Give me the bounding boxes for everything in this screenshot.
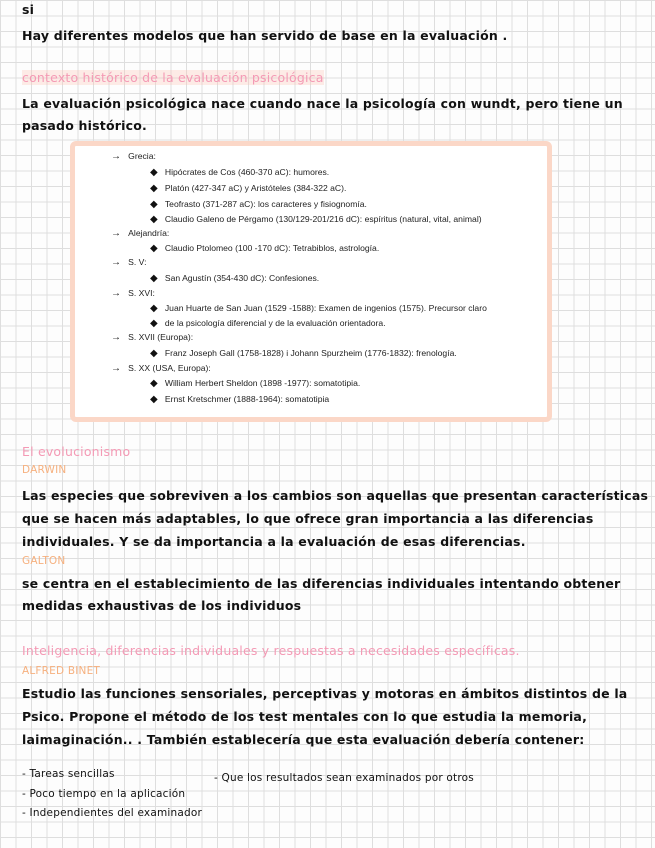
- timeline-item: ◆ de la psicología diferencial y de la evaluación orientadora.: [150, 318, 386, 329]
- contexto-line-1: La evaluación psicológica nace cuando nace la psicología con wundt, pero tiene un: [22, 96, 623, 111]
- diamond-bullet-icon: ◆: [150, 243, 158, 254]
- diamond-bullet-icon: ◆: [150, 318, 158, 329]
- diamond-bullet-icon: ◆: [150, 378, 158, 389]
- section-heading-evolucionismo: El evolucionismo: [22, 444, 131, 459]
- binet-line-1: Estudio las funciones sensoriales, perceptivas y motoras en ámbitos distintos de la: [22, 686, 628, 701]
- binet-label: ALFRED BINET: [22, 665, 101, 677]
- timeline-item: ◆ Teofrasto (371-287 aC): los caracteres y fisiognomía.: [150, 199, 367, 210]
- list-item: - Independientes del examinador: [22, 807, 203, 819]
- darwin-line-2: que se hacen más adaptables, lo que ofrece gran importancia a las diferencias: [22, 511, 594, 526]
- heading-text: contexto histórico de la evaluación psicológica: [22, 70, 324, 85]
- galton-line-1: se centra en el establecimiento de las diferencias individuales intentando obtener: [22, 576, 621, 591]
- arrow-icon: →: [111, 151, 121, 162]
- binet-line-3: laimaginación.. . También establecería que esta evaluación debería contener:: [22, 732, 585, 747]
- binet-line-2: Psico. Propone el método de los test mentales con lo que estudia la memoria,: [22, 709, 588, 724]
- diamond-bullet-icon: ◆: [150, 394, 158, 405]
- diamond-bullet-icon: ◆: [150, 214, 158, 225]
- arrow-icon: →: [111, 228, 121, 239]
- galton-line-2: medidas exhaustivas de los individuos: [22, 598, 302, 613]
- diamond-bullet-icon: ◆: [150, 199, 158, 210]
- era-row: → S. XX (USA, Europa):: [111, 363, 211, 374]
- arrow-icon: →: [111, 288, 121, 299]
- arrow-icon: →: [111, 363, 121, 374]
- list-item: - Poco tiempo en la aplicación: [22, 788, 186, 800]
- timeline-item: ◆ Platón (427-347 aC) y Aristóteles (384-322 aC).: [150, 183, 347, 194]
- diamond-bullet-icon: ◆: [150, 183, 158, 194]
- galton-label: GALTON: [22, 555, 66, 567]
- era-row: → S. XVII (Europa):: [111, 332, 194, 343]
- section-heading-contexto: [22, 70, 324, 85]
- list-item-right: - Que los resultados sean examinados por otros: [214, 772, 474, 784]
- timeline-item: ◆ Ernst Kretschmer (1888-1964): somatotipia: [150, 394, 330, 405]
- arrow-icon: →: [111, 257, 121, 268]
- era-row: → Alejandría:: [111, 228, 170, 239]
- list-item: - Tareas sencillas: [22, 768, 115, 780]
- darwin-line-1: Las especies que sobreviven a los cambios son aquellas que presentan características: [22, 488, 649, 503]
- darwin-line-3: individuales. Y se da importancia a la evaluación de esas diferencias.: [22, 534, 526, 549]
- diamond-bullet-icon: ◆: [150, 303, 158, 314]
- timeline-item: ◆ Claudio Ptolomeo (100 -170 dC): Tetrabiblos, astrología.: [150, 243, 380, 254]
- timeline-item: ◆ Franz Joseph Gall (1758-1828) i Johann Spurzheim (1776-1832): frenología.: [150, 348, 457, 359]
- diamond-bullet-icon: ◆: [150, 348, 158, 359]
- timeline-item: ◆ San Agustín (354-430 dC): Confesiones.: [150, 273, 320, 284]
- diamond-bullet-icon: ◆: [150, 167, 158, 178]
- section-heading-inteligencia: Inteligencia, diferencias individuales y respuestas a necesidades específicas.: [22, 643, 520, 658]
- intro-line-1: si: [22, 2, 35, 17]
- timeline-card: [70, 141, 552, 422]
- era-row: → Grecia:: [111, 151, 156, 162]
- era-row: → S. V:: [111, 257, 147, 268]
- era-row: → S. XVI:: [111, 288, 155, 299]
- arrow-icon: →: [111, 332, 121, 343]
- timeline-item: ◆ Juan Huarte de San Juan (1529 -1588): Examen de ingenios (1575). Precursor claro: [150, 303, 487, 314]
- timeline-item: ◆ Hipócrates de Cos (460-370 aC): humores.: [150, 167, 330, 178]
- intro-line-2: Hay diferentes modelos que han servido de base en la evaluación .: [22, 28, 508, 43]
- darwin-label: DARWIN: [22, 464, 67, 476]
- contexto-line-2: pasado histórico.: [22, 118, 147, 133]
- timeline-item: ◆ Claudio Galeno de Pérgamo (130/129-201/216 dC): espíritus (natural, vital, animal): [150, 214, 482, 225]
- diamond-bullet-icon: ◆: [150, 273, 158, 284]
- timeline-item: ◆ William Herbert Sheldon (1898 -1977): somatotipia.: [150, 378, 361, 389]
